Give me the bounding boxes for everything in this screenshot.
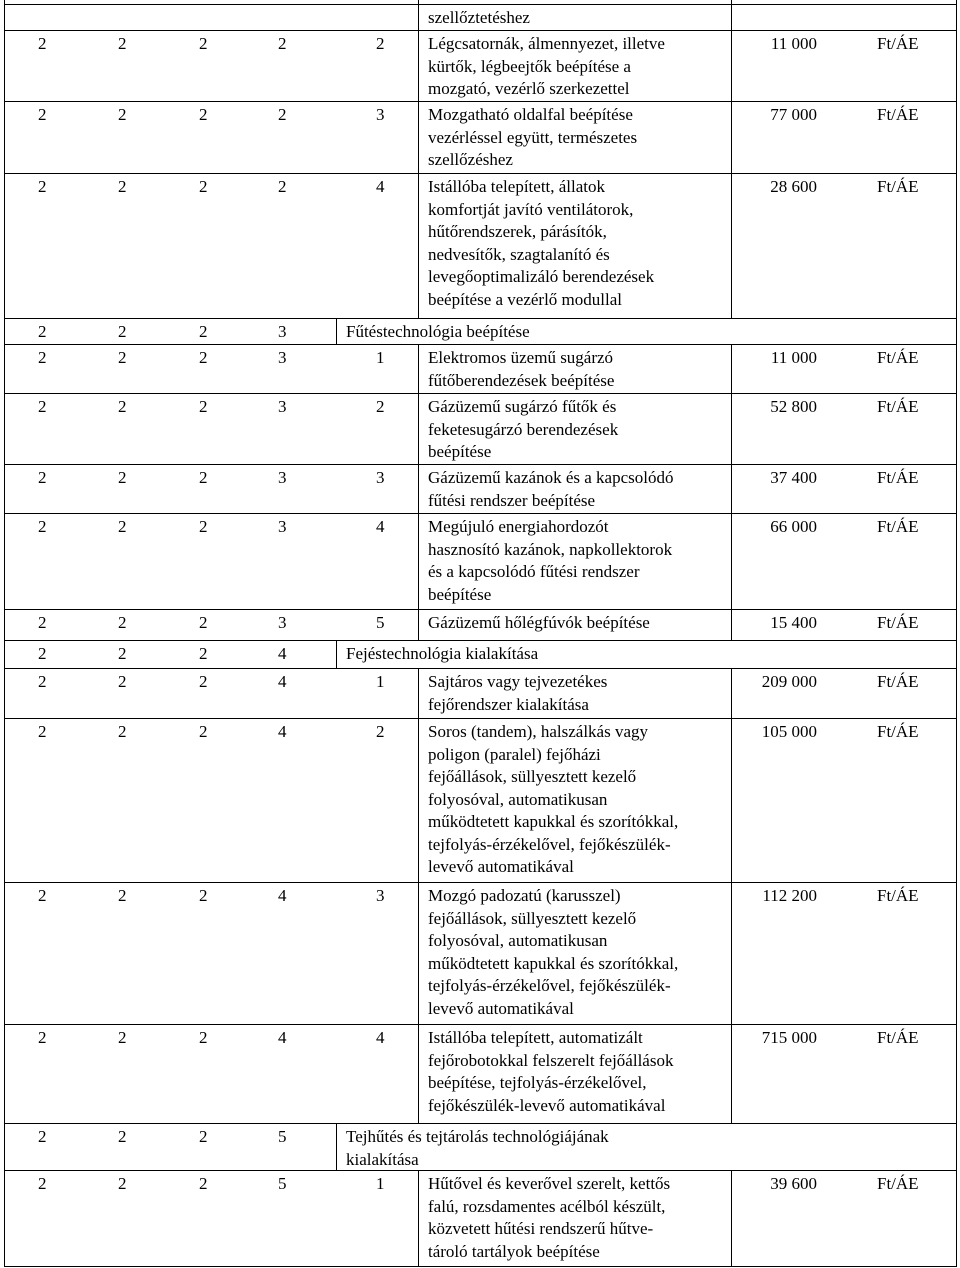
code-digit: 2 <box>199 468 208 487</box>
item-description: Légcsatornák, álmennyezet, illetve kürtők, légbeejtők beépítése a mozgató, vezérlő szerkezettel <box>428 34 665 98</box>
code-digit: 2 <box>118 672 127 691</box>
code-digit: 3 <box>278 517 287 536</box>
amount-value: 112 200 <box>762 886 817 905</box>
code-digit: 4 <box>278 672 287 691</box>
table-rule <box>4 30 957 31</box>
section-title: Fejéstechnológia kialakítása <box>346 644 539 663</box>
code-digit: 2 <box>38 1174 47 1193</box>
code-digit: 2 <box>38 1028 47 1047</box>
code-digit: 2 <box>118 34 127 53</box>
code-digit: 2 <box>199 644 208 663</box>
table-rule <box>4 464 957 465</box>
item-description: szellőztetéshez <box>428 8 530 27</box>
item-description: Mozgó padozatú (karusszel) fejőállások, süllyesztett kezelő folyosóval, automatikusan működtetett kapukkal és szorítókkal, tejfolyás-érzékelővel, fejőkészülék- levevő automatikával <box>428 886 679 1018</box>
amount-value: 28 600 <box>770 177 817 196</box>
table-rule <box>731 393 732 465</box>
code-digit: 5 <box>278 1174 287 1193</box>
table-rule <box>4 1266 957 1267</box>
code-digit: 2 <box>118 644 127 663</box>
code-digit: 2 <box>38 397 47 416</box>
amount-value: 11 000 <box>770 348 817 367</box>
item-description: Gázüzemű sugárzó fűtők és feketesugárzó berendezések beépítése <box>428 397 619 461</box>
code-digit: 2 <box>199 886 208 905</box>
section-title: Tejhűtés és tejtárolás technológiájának kialakítása <box>346 1127 609 1169</box>
code-digit: 2 <box>38 105 47 124</box>
table-rule <box>731 173 732 319</box>
table-rule <box>4 609 957 610</box>
code-digit: 2 <box>118 613 127 632</box>
code-digit: 2 <box>118 468 127 487</box>
amount-unit: Ft/ÁE <box>877 613 919 632</box>
code-digit: 2 <box>38 613 47 632</box>
code-digit: 2 <box>199 613 208 632</box>
amount-unit: Ft/ÁE <box>877 348 919 367</box>
code-digit: 2 <box>199 1127 208 1146</box>
table-rule <box>731 513 732 610</box>
code-digit: 3 <box>376 468 385 487</box>
table-rule <box>4 101 957 102</box>
code-digit: 2 <box>118 105 127 124</box>
table-rule <box>731 718 732 883</box>
item-description: Mozgatható oldalfal beépítése vezérléssel együtt, természetes szellőzéshez <box>428 105 638 169</box>
table-rule <box>418 718 419 883</box>
amount-unit: Ft/ÁE <box>877 105 919 124</box>
code-digit: 2 <box>118 517 127 536</box>
code-digit: 4 <box>376 1028 385 1047</box>
code-digit: 3 <box>278 468 287 487</box>
code-digit: 3 <box>376 886 385 905</box>
code-digit: 4 <box>376 517 385 536</box>
table-rule <box>418 464 419 514</box>
amount-value: 11 000 <box>770 34 817 53</box>
item-description: Hűtővel és keverővel szerelt, kettős falú, rozsdamentes acélból készült, közvetett hűtési rendszerű hűtve- tároló tartályok beépítése <box>428 1174 671 1261</box>
code-digit: 2 <box>199 672 208 691</box>
code-digit: 2 <box>376 34 385 53</box>
code-digit: 2 <box>199 348 208 367</box>
code-digit: 2 <box>118 1028 127 1047</box>
item-description: Istállóba telepített, állatok komfortját javító ventilátorok, hűtőrendszerek, párásítók, nedvesítők, szagtalanító és levegőoptimalizáló berendezések beépítése a vezérlő modullal <box>428 177 655 309</box>
code-digit: 2 <box>118 1127 127 1146</box>
table-rule <box>731 344 732 394</box>
code-digit: 4 <box>278 886 287 905</box>
code-digit: 2 <box>376 397 385 416</box>
code-digit: 2 <box>38 177 47 196</box>
code-digit: 2 <box>38 722 47 741</box>
code-digit: 2 <box>278 34 287 53</box>
code-digit: 2 <box>118 1174 127 1193</box>
amount-value: 77 000 <box>770 105 817 124</box>
code-digit: 4 <box>278 1028 287 1047</box>
table-rule <box>4 0 5 1267</box>
table-rule <box>731 609 732 641</box>
table-rule <box>731 882 732 1025</box>
table-rule <box>418 513 419 610</box>
table-rule <box>4 718 957 719</box>
code-digit: 3 <box>278 397 287 416</box>
table-rule <box>4 668 957 669</box>
item-description: Gázüzemű kazánok és a kapcsolódó fűtési rendszer beépítése <box>428 468 674 510</box>
code-digit: 1 <box>376 348 385 367</box>
code-digit: 3 <box>376 105 385 124</box>
table-rule <box>731 464 732 514</box>
code-digit: 2 <box>376 722 385 741</box>
table-rule <box>731 1024 732 1124</box>
code-digit: 2 <box>38 1127 47 1146</box>
code-digit: 2 <box>118 322 127 341</box>
table-rule <box>4 1024 957 1025</box>
code-digit: 5 <box>278 1127 287 1146</box>
table-rule <box>4 882 957 883</box>
code-digit: 2 <box>38 886 47 905</box>
item-description: Soros (tandem), halszálkás vagy poligon (paralel) fejőházi fejőállások, süllyesztett kezelő folyosóval, automatikusan működtetett kapukkal és szorítókkal, tejfolyás-érzékelővel, fejőkészülék- levevő automatikával <box>428 722 679 876</box>
amount-unit: Ft/ÁE <box>877 886 919 905</box>
code-digit: 2 <box>199 517 208 536</box>
table-rule <box>336 318 337 345</box>
code-digit: 2 <box>199 34 208 53</box>
table-rule <box>418 101 419 174</box>
amount-value: 105 000 <box>761 722 817 741</box>
item-description: Megújuló energiahordozót hasznosító kazánok, napkollektorok és a kapcsolódó fűtési rendszer beépítése <box>428 517 673 604</box>
table-rule <box>731 30 732 102</box>
code-digit: 2 <box>199 397 208 416</box>
item-description: Istállóba telepített, automatizált fejőrobotokkal felszerelt fejőállások beépítése, tejfolyás-érzékelővel, fejőkészülék-levevő automatikával <box>428 1028 674 1115</box>
amount-value: 39 600 <box>770 1174 817 1193</box>
table-rule <box>731 1170 732 1267</box>
amount-value: 15 400 <box>770 613 817 632</box>
code-digit: 2 <box>118 177 127 196</box>
code-digit: 4 <box>376 177 385 196</box>
table-rule <box>418 1170 419 1267</box>
code-digit: 4 <box>278 722 287 741</box>
amount-value: 715 000 <box>761 1028 817 1047</box>
code-digit: 2 <box>199 1028 208 1047</box>
amount-value: 66 000 <box>770 517 817 536</box>
code-digit: 2 <box>199 105 208 124</box>
code-digit: 4 <box>278 644 287 663</box>
code-digit: 1 <box>376 1174 385 1193</box>
code-digit: 2 <box>38 644 47 663</box>
table-rule <box>418 882 419 1025</box>
item-description: Gázüzemű hőlégfúvók beépítése <box>428 613 650 632</box>
amount-unit: Ft/ÁE <box>877 397 919 416</box>
amount-unit: Ft/ÁE <box>877 672 919 691</box>
code-digit: 2 <box>38 468 47 487</box>
code-digit: 2 <box>38 34 47 53</box>
code-digit: 2 <box>199 722 208 741</box>
code-digit: 2 <box>199 1174 208 1193</box>
table-rule <box>956 0 957 1267</box>
table-rule <box>4 173 957 174</box>
amount-value: 37 400 <box>770 468 817 487</box>
table-rule <box>4 318 957 319</box>
amount-unit: Ft/ÁE <box>877 722 919 741</box>
code-digit: 2 <box>118 397 127 416</box>
code-digit: 3 <box>278 613 287 632</box>
amount-unit: Ft/ÁE <box>877 1174 919 1193</box>
table-rule <box>418 0 419 31</box>
table-rule <box>4 640 957 641</box>
code-digit: 2 <box>199 177 208 196</box>
table-rule <box>731 101 732 174</box>
code-digit: 3 <box>278 322 287 341</box>
table-rule <box>418 668 419 719</box>
table-rule <box>336 640 337 669</box>
table-rule <box>418 344 419 394</box>
amount-unit: Ft/ÁE <box>877 517 919 536</box>
amount-value: 209 000 <box>761 672 817 691</box>
table-rule <box>4 393 957 394</box>
table-rule <box>4 344 957 345</box>
code-digit: 2 <box>278 105 287 124</box>
table-rule <box>4 513 957 514</box>
table-rule <box>731 0 732 31</box>
table-rule <box>336 1123 337 1171</box>
table-rule <box>4 4 957 5</box>
table-rule <box>418 30 419 102</box>
table-rule <box>418 173 419 319</box>
section-title: Fűtéstechnológia beépítése <box>346 322 530 341</box>
item-description: Elektromos üzemű sugárzó fűtőberendezések beépítése <box>428 348 615 390</box>
code-digit: 3 <box>278 348 287 367</box>
code-digit: 2 <box>38 672 47 691</box>
code-digit: 2 <box>118 348 127 367</box>
item-description: Sajtáros vagy tejvezetékes fejőrendszer kialakítása <box>428 672 608 714</box>
amount-unit: Ft/ÁE <box>877 1028 919 1047</box>
code-digit: 2 <box>38 517 47 536</box>
code-digit: 2 <box>38 322 47 341</box>
amount-unit: Ft/ÁE <box>877 34 919 53</box>
amount-unit: Ft/ÁE <box>877 177 919 196</box>
code-digit: 2 <box>199 322 208 341</box>
code-digit: 2 <box>278 177 287 196</box>
code-digit: 2 <box>118 886 127 905</box>
code-digit: 1 <box>376 672 385 691</box>
code-digit: 2 <box>38 348 47 367</box>
amount-value: 52 800 <box>770 397 817 416</box>
table-rule <box>418 609 419 641</box>
table-rule <box>418 393 419 465</box>
table-rule <box>4 1123 957 1124</box>
table-rule <box>731 668 732 719</box>
amount-unit: Ft/ÁE <box>877 468 919 487</box>
code-digit: 2 <box>118 722 127 741</box>
table-rule <box>418 1024 419 1124</box>
code-digit: 5 <box>376 613 385 632</box>
